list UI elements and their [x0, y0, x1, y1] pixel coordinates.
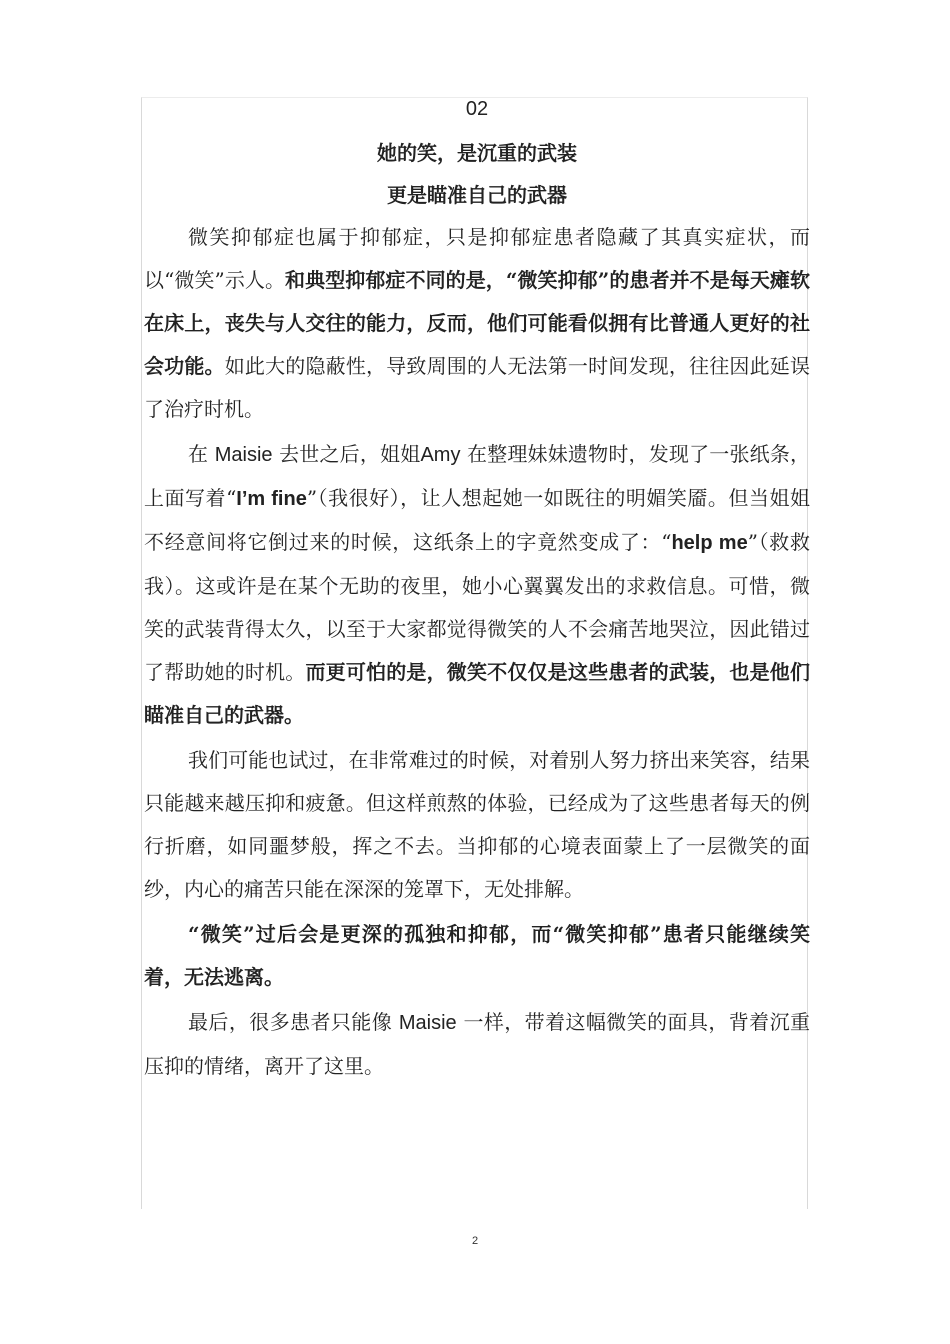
paragraph-5	[144, 1001, 810, 1088]
name-maisie-2: Maisie	[398, 1012, 457, 1034]
name-maisie: Maisie	[214, 444, 273, 466]
page-number: 2	[471, 1235, 479, 1247]
paragraph-2-text-4: ”（我很好），让人想起她一如既往的明媚笑靥。但当姐姐不经意间将它倒过来的时候，这纸条上的字竟然变成了：“	[144, 486, 810, 554]
article-body	[144, 96, 810, 1088]
paragraph-2-bold-sentence: 而更可怕的是，微笑不仅仅是这些患者的武装，也是他们瞄准自己的武器。	[144, 660, 810, 727]
section-title-line-1: 她的笑，是沉重的武装	[377, 141, 577, 165]
paragraph-5-text-1: 最后，很多患者只能像	[188, 1010, 399, 1034]
paragraph-3: 我们可能也试过，在非常难过的时候，对着别人努力挤出来笑容，结果只能越来越压抑和疲惫。但这样煎熬的体验，已经成为了这些患者每天的例行折磨，如同噩梦般，挥之不去。当抑郁的心境表面蒙上了一层微笑的面纱，内心的痛苦只能在深深的笼罩下，无处排解。	[144, 748, 810, 901]
paragraph-2-text-5: ”（救救我）。这或许是在某个无助的夜里，她小心翼翼发出的求救信息。可惜，微笑的武装背得太久，以至于大家都觉得微笑的人不会痛苦地哭泣，因此错过了帮助她的时机。	[144, 530, 810, 684]
paragraph-1	[144, 216, 810, 431]
section-title-line-2: 更是瞄准自己的武器	[387, 183, 567, 207]
paragraph-2-text-2: 去世之后，姐姐	[272, 442, 421, 466]
section-number: 02	[465, 98, 489, 120]
paragraph-1-sentence-3: 如此大的隐蔽性，导致周围的人无法第一时间发现，往往因此延误了治疗时机。	[144, 354, 810, 421]
note-text-im-fine: I’m fine	[236, 488, 307, 510]
paragraph-4: “微笑”过后会是更深的孤独和抑郁，而“微笑抑郁”患者只能继续笑着，无法逃离。	[144, 922, 810, 989]
paragraph-1-bold-sentence: 和典型抑郁症不同的是，“微笑抑郁”的患者并不是每天瘫软在床上，丧失与人交往的能力，反而，他们可能看似拥有比普通人更好的社会功能。	[144, 268, 810, 378]
paragraph-2-text-3: 在整理妹妹遗物时，发现了一张纸条，上面写着“	[144, 442, 811, 510]
name-amy: Amy	[420, 444, 461, 466]
paragraph-5-text-2: 一样，带着这幅微笑的面具，背着沉重压抑的情绪，离开了这里。	[144, 1010, 811, 1078]
paragraph-1-sentence-1: 微笑抑郁症也属于抑郁症，只是抑郁症患者隐藏了其真实症状，而以“微笑”示人。	[144, 225, 810, 292]
note-text-help-me: help me	[671, 532, 748, 554]
paragraph-2-text-1: 在	[188, 442, 215, 466]
paragraph-2	[144, 433, 810, 737]
